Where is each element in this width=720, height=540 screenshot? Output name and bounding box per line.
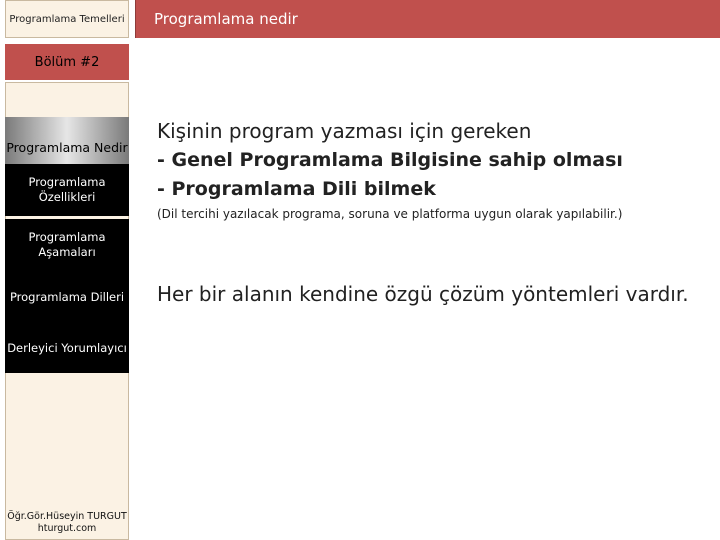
- content-line-intro: Kişinin program yazması için gereken: [157, 119, 532, 143]
- author-footer: [5, 505, 129, 540]
- sidebar-item-label: Derleyici Yorumlayıcı: [7, 340, 127, 355]
- content-line-language: - Programlama Dili bilmek: [157, 178, 436, 200]
- content-statement: Her bir alanın kendine özgü çözüm yöntemleri vardır.: [157, 282, 689, 306]
- course-title: Programlama Temelleri: [9, 13, 125, 25]
- sidebar-item-label: Programlama Nedir: [6, 139, 128, 155]
- sidebar-item-programlama-asamalari[interactable]: [5, 219, 129, 271]
- sidebar-item-label: Programlama Dilleri: [9, 289, 125, 304]
- sidebar-item-programlama-dilleri[interactable]: [5, 271, 129, 323]
- sidebar-item-label: Programlama Aşamaları: [28, 230, 106, 259]
- content-note: (Dil tercihi yazılacak programa, soruna ve platforma uygun olarak yapılabilir.): [157, 207, 623, 221]
- sidebar-item-programlama-ozellikleri[interactable]: [5, 164, 129, 216]
- section-label: Bölüm #2: [34, 54, 100, 70]
- slide-header: [135, 0, 720, 38]
- page-title: Programlama nedir: [154, 10, 298, 28]
- sidebar-item-derleyici-yorumlayici[interactable]: [5, 323, 129, 373]
- section-label-box: [5, 44, 129, 80]
- author-website: hturgut.com: [37, 522, 97, 534]
- content-line-general-knowledge: - Genel Programlama Bilgisine sahip olması: [157, 149, 623, 171]
- course-title-box: [5, 0, 129, 38]
- sidebar-item-label: Programlama Özellikleri: [28, 175, 106, 204]
- author-name: Öğr.Gör.Hüseyin TURGUT: [7, 510, 127, 522]
